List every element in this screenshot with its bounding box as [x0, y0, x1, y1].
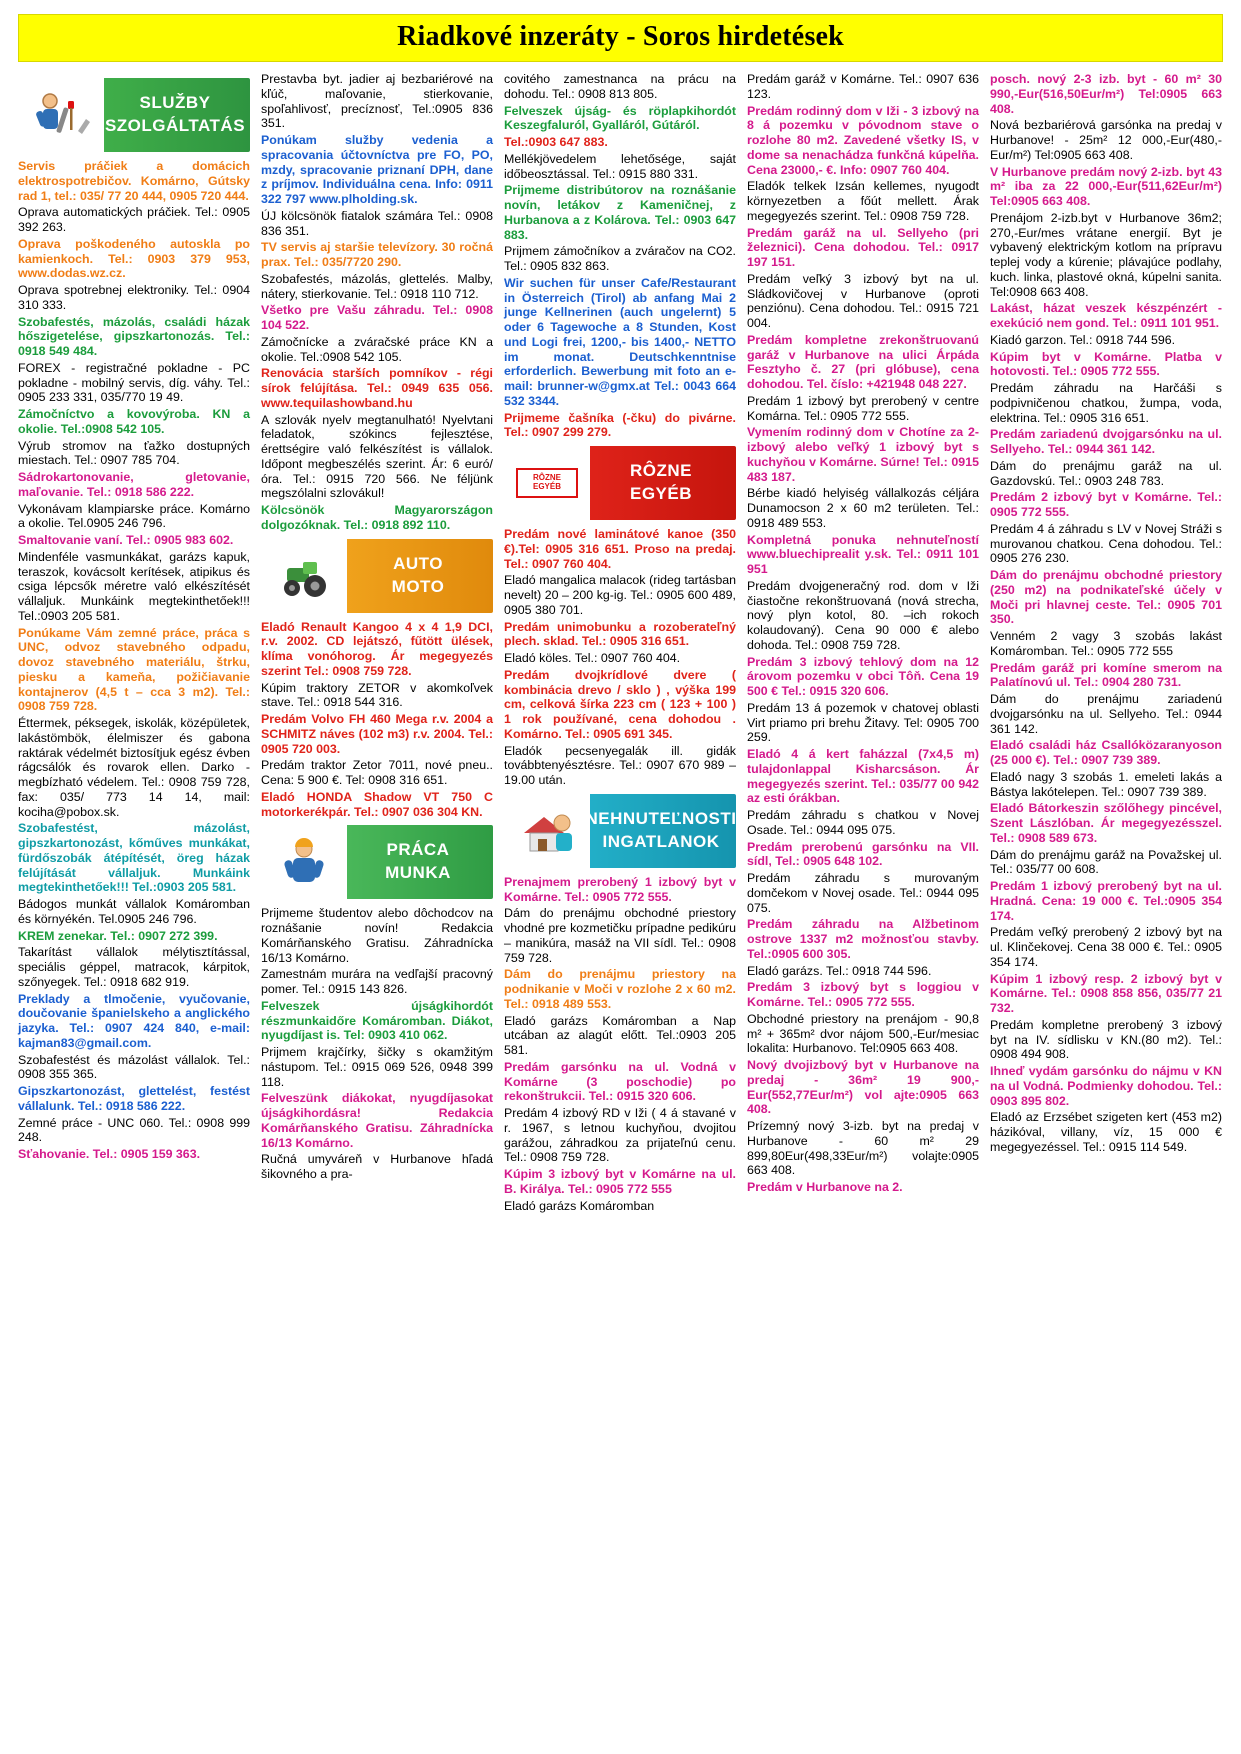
classified-ad: Eladó HONDA Shadow VT 750 C motorkerékpár. Tel.: 0907 036 304 KN.	[261, 789, 493, 819]
classified-ad: Eladó nagy 3 szobás 1. emeleti lakás a Bástya lakótelepen. Tel.: 0907 739 389.	[990, 769, 1222, 799]
section-label-hu: SZOLGÁLTATÁS	[104, 116, 246, 135]
classified-ad: posch. nový 2-3 izb. byt - 60 m² 30 990,-Eur(516,50Eur/m²) Tel:0905 663 408.	[990, 72, 1222, 116]
classified-ad: Preklady a tlmočenie, vyučovanie, doučovanie španielskeho a anglického jazyka. Tel.: 0907 424 840, e-mail: kajman83@gmail.com.	[18, 991, 250, 1050]
classified-ad: Mellékjövedelem lehetősége, saját időbeosztással. Tel.: 0915 880 331.	[504, 151, 736, 181]
classified-ad: Kiadó garzon. Tel.: 0918 744 596.	[990, 332, 1176, 347]
classified-ad: KREM zenekar. Tel.: 0907 272 399.	[18, 928, 218, 943]
classified-ad: Eladó mangalica malacok (rideg tartásban nevelt) 20 – 200 kg-ig. Tel.: 0905 600 489, 0905 380 701.	[504, 573, 736, 617]
classified-ad: Felveszünk diákokat, nyugdíjasokat újságkihordásra! Redakcia Komárňanského Gratisu. Záhradnícka 16/13 Komárno.	[261, 1091, 493, 1150]
classified-ad: Predám 2 izbový byt v Komárne. Tel.: 0905 772 555.	[990, 490, 1222, 519]
classified-ad: Predám prerobenú garsónku na VII. sídl, Tel.: 0905 648 102.	[747, 839, 979, 869]
classified-ad: Wir suchen für unser Cafe/Restaurant in Österreich (Tirol) ab anfang Mai 2 junge Kellnerinen (auch ungelernt) 5 oder 6 Tagewoche a 8 Stunden, Kost und Logi frei, 1200,- bis 1400,- NETTO im monat. Deutschkenntnise erforderlich. Bewerbung mit foto an e-mail: brunner-w@gmx.at Tel.: 0043 664 532 3344.	[504, 275, 736, 408]
ads-list-column-4	[747, 72, 979, 1195]
classified-ad: Prijmem krajčírky, šičky s okamžitým nástupom. Tel.: 0915 069 526, 0948 399 118.	[261, 1045, 493, 1089]
section-label-rozne	[586, 446, 736, 520]
columns-container	[18, 72, 1223, 1215]
classified-ad: Szobafestést, mázolást, gipszkartonozást, kőműves munkákat, fürdőszobák átépítését, öreg házak felújítását vállaljuk. Munkáink megtekinthetőek!!! Tel.:0903 205 581.	[18, 821, 250, 895]
classified-ad: Predám veľký 3 izbový byt na ul. Sládkovičovej v Hurbanove (oproti penziónu). Cena dohodou. Tel.: 0915 721 004.	[747, 271, 979, 330]
handyman-tools-icon	[18, 78, 104, 152]
classified-ad: Eladó garázs Komáromban a Nap utcában az alagút előtt. Tel.:0903 205 581.	[504, 1013, 736, 1057]
classified-ad: Predám 4 á záhradu s LV v Novej Stráži s murovanou chatkou. Cena dohodou. Tel.: 0905 276 230.	[990, 521, 1222, 566]
classified-ad: Eladó 4 á kert faházzal (7x4,5 m) tulajdonlappal Kisharcsáson. Ár megegyezés szerint. Tel.: 035/77 00 942 az esti órákban.	[747, 747, 979, 806]
classified-ad: Predám garáž na ul. Sellyeho (pri železnici). Cena dohodou. Tel.: 0917 197 151.	[747, 225, 979, 269]
classified-ad: Predám traktor Zetor 7011, nové pneu.. Cena: 5 900 €. Tel: 0908 316 651.	[261, 758, 493, 787]
classified-ad: Zámočníctvo a kovovýroba. KN a okolie. Tel.:0908 542 105.	[18, 407, 250, 436]
classified-ad: Dám do prenájmu obchodné priestory vhodné pre kozmetičku prípadne pedikúru – manikúra, masáž na VII sídl. Tel.: 0908 759 728.	[504, 906, 736, 965]
classified-ad: Kúpim byt v Komárne. Platba v hotovosti. Tel.: 0905 772 555.	[990, 349, 1222, 379]
column-3	[504, 72, 736, 1215]
classified-ad: Predám Volvo FH 460 Mega r.v. 2004 a SCHMITZ náves (102 m3) r.v. 2004. Tel.: 0905 720 003.	[261, 712, 493, 756]
classified-ad: Renovácia starších pomníkov - régi sírok felújítása. Tel.: 0949 635 056. www.tequilashowband.hu	[261, 366, 493, 410]
classified-ad: Bérbe kiadó helyiség vállalkozás céljára Dunamocson 2 x 60 m2 területen. Tel.: 0918 489 553.	[747, 486, 979, 530]
section-header-sluzby	[18, 78, 250, 152]
section-label-praca	[343, 825, 493, 899]
classified-ad: Eladók pecsenyegalák ill. gidák továbbtenyésztésre. Tel.: 0907 670 989 – 19.00 után.	[504, 743, 736, 787]
classified-ad: FOREX - registračné pokladne - PC pokladne - mobilný servis, díg. váhy. Tel.: 0905 233 331, 035/770 19 49.	[18, 360, 250, 405]
classified-ad: Smaltovanie vaní. Tel.: 0905 983 602.	[18, 533, 234, 547]
classified-ad: Predám dvojkrídlové dvere ( kombinácia drevo / sklo ) , výška 199 cm, celková šírka 223 cm ( 123 + 100 ) 1 rok používané, cena dohodou . Komárno. Tel.: 0905 691 345.	[504, 667, 736, 741]
classified-ad: Predám zariadenú dvojgarsónku na ul. Sellyeho. Tel.: 0944 361 142.	[990, 427, 1222, 456]
column-2	[261, 72, 493, 1184]
section-label-sk: RÔZNE	[630, 461, 692, 481]
classified-ad: Eladó Bátorkeszin szőlőhegy pincével, Szent Lászlóban. Ár megegyezésszel. Tel.: 0908 589 673.	[990, 801, 1222, 845]
classified-ad: Eladók telkek Izsán kellemes, nyugodt környezetben a főút mellett. Árak megegyezés szerint. Tel.: 0908 759 728.	[747, 179, 979, 223]
classified-ad: Predám kompletne prerobený 3 izbový byt na IV. sídlisku v KN.(80 m2). Tel.: 0908 494 908.	[990, 1017, 1222, 1062]
classified-ad: V Hurbanove predám nový 2-izb. byt 43 m² iba za 22 000,-Eur(511,62Eur/m²) Tel:0905 663 408.	[990, 164, 1222, 208]
ads-list-column-2	[261, 72, 493, 1182]
classified-ad: Predám záhradu s chatkou v Novej Osade. Tel.: 0944 095 075.	[747, 808, 979, 837]
classified-ad: Predám nové laminátové kanoe (350 €).Tel: 0905 316 651. Proso na predaj. Tel.: 0907 760 404.	[504, 527, 736, 571]
classified-ad: Eladó garázs Komáromban	[504, 1198, 655, 1213]
classified-ad: Ponúkame Vám zemné práce, práca s UNC, odvoz stavebného odpadu, dovoz stavebného materiálu, štrku, piesku a kameňa, požičiavanie kontajnerov (4,5 t – cca 3 m2). Tel.: 0908 759 728.	[18, 625, 250, 714]
classified-ad: Predám unimobunku a rozoberateľný plech. sklad. Tel.: 0905 316 651.	[504, 619, 736, 649]
section-header-nehnutelnosti	[504, 794, 736, 868]
classified-ad: Prenájom 2-izb.byt v Hurbanove 36m2; 270,-Eur/mes vrátane energií. Byt je vybavený elektrickým kotlom na prípravu teplej vody a kúrenie; plávajúce podlahy, kuch. linka, plastové okná, kúpelni sanita. Tel:0908 663 408.	[990, 210, 1222, 299]
classified-ad: Obchodné priestory na prenájom - 90,8 m² + 365m² dvor nájom 500,-Eur/mesiac lokalita: Hurbanovo. Tel:0905 663 408.	[747, 1011, 979, 1056]
classified-ad: Kölcsönök Magyarországon dolgozóknak. Tel.: 0918 892 110.	[261, 503, 493, 532]
classified-ad: Felveszek újságkihordót részmunkaidőre Komáromban. Diákot, nyugdíjast is. Tel: 0903 410 062.	[261, 998, 493, 1043]
classified-ad: Szobafestés, mázolás, családi házak hőszigetelése, gipszkartonozás. Tel.: 0918 549 484.	[18, 314, 250, 358]
classified-ad: Predám garsónku na ul. Vodná v Komárne (3 poschodie) po rekonštrukcii. Tel.: 0915 320 606.	[504, 1059, 736, 1104]
classified-ad: covitého zamestnanca na prácu na dohodu. Tel.: 0908 813 805.	[504, 72, 736, 101]
ads-list-column-3	[504, 72, 736, 1213]
classified-ad: Dám do prenájmu priestory na podnikanie v Moči v rozlohe 2 x 60 m2. Tel.: 0918 489 553.	[504, 967, 736, 1011]
classified-ad: Prestavba byt. jadier aj bezbariérové na kľúč, maľovanie, stierkovanie, spoľahlivosť, precíznosť, Tel.:0905 836 351.	[261, 72, 493, 131]
classified-ad: Zamestnám murára na vedľajší pracovný pomer. Tel.: 0915 143 826.	[261, 967, 493, 996]
classified-ad: Oprava automatických práčiek. Tel.: 0905 392 263.	[18, 205, 250, 234]
classified-ad: Predám rodinný dom v Iži - 3 izbový na 8 á pozemku v póvodnom stave o rozlohe 80 m2. Zavedené všetky IS, v dome sa nenachádza funkčná kúpelňa. Cena 23000,- €. Info: 0907 760 404.	[747, 103, 979, 177]
classified-ad: Dám do prenájmu zariadenú dvojgarsónku na ul. Sellyeho. Tel.: 0944 361 142.	[990, 692, 1222, 736]
classified-ad: Predám v Hurbanove na 2.	[747, 1180, 903, 1194]
classified-ad: Éttermek, péksegek, iskolák, középületek, lakástömbök, élelmiszer és gabona raktárak védelmét biztosítjuk egész évben rágcsálók és rovarok ellen. Darko - megbízható védelem. Tel.: 0908 759 728, fax: 035/ 773 14 14, mail: kociha@pobox.sk.	[18, 716, 250, 819]
classified-ad: Eladó az Erzsébet szigeten kert (453 m2) házikóval, villany, víz, 15 000 € megegyezéssel. Tel.: 0915 114 549.	[990, 1110, 1222, 1154]
column-5	[990, 72, 1222, 1157]
classified-ad: Zemné práce - UNC 060. Tel.: 0908 999 248.	[18, 1115, 250, 1145]
worker-icon	[261, 825, 347, 899]
section-label-sk: AUTO	[393, 553, 443, 573]
classified-ad: Prijmeme čašníka (-čku) do pivárne. Tel.: 0907 299 279.	[504, 410, 736, 440]
section-label-sk: SLUŽBY	[139, 93, 211, 113]
classified-ad: Predám 13 á pozemok v chatovej oblasti Virt priamo pri brehu Žitavy. Tel: 0905 700 259.	[747, 700, 979, 745]
classified-ad: Predám záhradu na Harčáši s podpivničenou chatkou, žumpa, voda, elektrina. Tel.: 0905 316 651.	[990, 381, 1222, 425]
classified-ad: Sťahovanie. Tel.: 0905 159 363.	[18, 1147, 201, 1161]
classified-ad: Kompletná ponuka nehnuteľností www.bluechiprealit y.sk. Tel.: 0911 101 951	[747, 532, 979, 576]
ads-list-column-1	[18, 159, 250, 1162]
classified-ad: Zámočnícke a zváračské práce KN a okolie. Tel.:0908 542 105.	[261, 334, 493, 364]
section-label-hu: MOTO	[391, 576, 445, 596]
column-4	[747, 72, 979, 1197]
classified-ad: Ručná umyváreň v Hurbanove hľadá šikovného a pra-	[261, 1152, 493, 1181]
classified-ad: Prenajmem prerobený 1 izbový byt v Komárne. Tel.: 0905 772 555.	[504, 874, 736, 904]
classified-ad: Nová bezbariérová garsónka na predaj v Hurbanove! - 25m² 12 000,-Eur(480,-Eur/m²) Tel:0905 663 408.	[990, 118, 1222, 162]
classified-ad: Predám 4 izbový RD v Iži ( 4 á stavané v r. 1967, s letnou kuchyňou, dvojitou garážou, záhradkou za prijateľnú cenu. Tel.: 0908 759 728.	[504, 1106, 736, 1165]
classified-ad: Predám veľký prerobený 2 izbový byt na ul. Klinčekovej. Cena 38 000 €. Tel.: 0905 354 174.	[990, 925, 1222, 969]
classified-ad: Eladó Renault Kangoo 4 x 4 1,9 DCI, r.v. 2002. CD lejátszó, fűtött ülések, klíma vonóhorog. Ár megegyezés szerint Tel.: 0908 759 728.	[261, 619, 493, 678]
house-icon	[504, 794, 590, 868]
classified-ad: Prijmeme distribútorov na roznášanie novín, letákov z Kameničnej, z Hurbanova a z Kolárova. Tel.: 0903 647 883.	[504, 183, 736, 242]
classified-ad: Predám záhradu na Alžbetinom ostrove 1337 m2 možnosťou stavby. Tel.:0905 600 305.	[747, 917, 979, 961]
classified-ad: Eladó garázs. Tel.: 0918 744 596.	[747, 963, 932, 978]
classified-ad: Kúpim 1 izbový resp. 2 izbový byt v Komárne. Tel.: 0908 858 856, 035/77 21 732.	[990, 971, 1222, 1015]
section-label-nehnutelnosti	[586, 794, 736, 868]
classified-ad: Nový dvojizbový byt v Hurbanove na predaj - 36m² 19 900,-Eur(552,77Eur/m²) vol ajte:0905 663 408.	[747, 1058, 979, 1117]
classified-ad: Predám dvojgeneračný rod. dom v Iži čiastočne rekonštruovaná (nová strecha, nový plyn kotol, 80. –ich rokoch kolaudovaný). Cena 90 000 € alebo dohoda. Tel.: 0908 759 728.	[747, 578, 979, 652]
classified-ad: Sádrokartonovanie, gletovanie, maľovanie. Tel.: 0918 586 222.	[18, 470, 250, 499]
classified-ad: Predám 3 izbový byt s loggiou v Komárne. Tel.: 0905 772 555.	[747, 980, 979, 1009]
rozne-badge: RÔZNE EGYÉB	[516, 468, 578, 498]
classified-ad: Prízemný nový 3-izb. byt na predaj v Hurbanove - 60 m² 29 899,80Eur(498,33Eur/m²) volajte:0905 663 408.	[747, 1119, 979, 1178]
classified-ad: Výrub stromov na ťažko dostupných miestach. Tel.: 0907 785 704.	[18, 438, 250, 468]
classified-ad: Mindenféle vasmunkákat, garázs kapuk, teraszok, kovácsolt kerítések, atipikus és csiga lépcsők méretre való elkészítését vállaljuk. Munkáink megtekinthetőek!!! Tel.:0903 205 581.	[18, 549, 250, 623]
classified-ad: Kúpim traktory ZETOR v akomkoľvek stave. Tel.: 0918 544 316.	[261, 680, 493, 710]
classified-ad: ÚJ kölcsönök fiatalok számára Tel.: 0908 836 351.	[261, 208, 493, 238]
classified-ad: Predám 3 izbový tehlový dom na 12 árovom pozemku v obci Tôň. Cena 19 500 € Tel.: 0915 320 606.	[747, 654, 979, 698]
classified-ad: Predám garáž v Komárne. Tel.: 0907 636 123.	[747, 72, 979, 101]
classified-ad: Prijmem zámočníkov a zváračov na CO2. Tel.: 0905 832 863.	[504, 244, 736, 273]
classified-ad: Dám do prenájmu obchodné priestory (250 m2) na podnikateľské účely v Moči pri hlavnej ceste. Tel.: 0905 701 350.	[990, 568, 1222, 627]
section-label-auto	[343, 539, 493, 613]
masthead	[18, 14, 1223, 62]
classified-ad: Eladó köles. Tel.: 0907 760 404.	[504, 651, 681, 665]
page-title: Riadkové inzeráty - Soros hirdetések	[397, 21, 844, 52]
section-label-hu: INGATLANOK	[602, 831, 720, 851]
classified-ad: Servis práčiek a domácich elektrospotrebičov. Komárno, Gútsky rad 1, tel.: 035/ 77 20 444, 0905 720 444.	[18, 159, 250, 203]
section-header-praca	[261, 825, 493, 899]
section-header-rozne	[504, 446, 736, 520]
section-label-sk: PRÁCA	[386, 840, 450, 860]
section-label-hu: MUNKA	[385, 863, 451, 883]
classified-ad: Predám záhradu s murovaným domčekom v Novej osade. Tel.: 0944 095 075.	[747, 871, 979, 915]
classified-ad: Felveszek újság- és röplapkihordót Keszegfaluról, Gyalláról, Gútáról.	[504, 103, 736, 133]
classified-ad: Predám garáž pri komíne smerom na Palatínovú ul. Tel.: 0904 280 731.	[990, 660, 1222, 690]
tractor-icon	[261, 539, 347, 613]
classified-ad: Eladó családi ház Csallóközaranyoson (25 000 €). Tel.: 0907 739 389.	[990, 738, 1222, 767]
classified-ad: Predám 1 izbový byt prerobený v centre Komárna. Tel.: 0905 772 555.	[747, 393, 979, 423]
misc-box-icon	[504, 446, 590, 520]
classified-ad: Oprava poškodeného autoskla po kamienkoch. Tel.: 0903 379 953, www.dodas.wz.cz.	[18, 236, 250, 281]
classified-ad: Dám do prenájmu garáž na Považskej ul. Tel.: 035/77 00 608.	[990, 847, 1222, 877]
classified-ad: Ihneď vydám garsónku do nájmu v KN na ul Vodná. Podmienky dohodou. Tel.: 0903 895 802.	[990, 1064, 1222, 1108]
classified-ad: Prijmeme študentov alebo dôchodcov na roznášanie novín! Redakcia Komárňanského Gratisu. Záhradnícka 16/13 Komárno.	[261, 906, 493, 965]
column-1	[18, 72, 250, 1164]
classified-ad: Szobafestést és mázolást vállalok. Tel.: 0908 355 365.	[18, 1052, 250, 1082]
classified-ad: A szlovák nyelv megtanulható! Nyelvtani feladatok, szókincs fejlesztése, érettségire való felkészítést is vállalok. Időpont megbeszélés szerint. Ár: 6 euró/óra. Tel.: 0915 720 566. Ne féljünk megszólalni szlovákul!	[261, 412, 493, 501]
classified-ad: Všetko pre Vašu záhradu. Tel.: 0908 104 522.	[261, 303, 493, 332]
classified-ad: TV servis aj staršie televízory. 30 ročná prax. Tel.: 035/7720 290.	[261, 240, 493, 269]
classified-ad: Venném 2 vagy 3 szobás lakást Komáromban. Tel.: 0905 772 555	[990, 629, 1222, 658]
classified-ad: Dám do prenájmu garáž na ul. Gazdovskú. Tel.: 0903 248 783.	[990, 458, 1222, 488]
classified-ad: Ponúkam služby vedenia a spracovania účtovníctva pre FO, PO, mzdy, spracovanie priznaní DPH, dane z príjmov. Individuálna cena. Info: 0911 322 797 www.plholding.sk.	[261, 133, 493, 206]
section-header-auto	[261, 539, 493, 613]
classified-ad: Takarítást vállalok mélytisztítással, speciális géppel, matracok, kárpitok, szőnyegek. Tel.: 0918 682 919.	[18, 945, 250, 989]
classified-ad: Vykonávam klampiarske práce. Komárno a okolie. Tel.0905 246 796.	[18, 501, 250, 531]
ads-list-column-5	[990, 72, 1222, 1155]
classified-ad: Kúpim 3 izbový byt v Komárne na ul. B. Királya. Tel.: 0905 772 555	[504, 1167, 736, 1196]
classified-ad: Bádogos munkát vállalok Komáromban és környékén. Tel.0905 246 796.	[18, 897, 250, 926]
classified-ad: Tel.:0903 647 883.	[504, 135, 608, 149]
classified-ad: Predám kompletne zrekonštruovanú garáž v Hurbanove na ulici Árpáda Fesztyho č. 27 (pri glóbuse), cena dohodou. Tel. číslo: +421948 048 227.	[747, 332, 979, 391]
classified-ad: Oprava spotrebnej elektroniky. Tel.: 0904 310 333.	[18, 283, 250, 312]
classified-ad: Gipszkartonozást, glettelést, festést vállalunk. Tel.: 0918 586 222.	[18, 1084, 250, 1113]
classified-ad: Lakást, házat veszek készpénzért - exekúció nem gond. Tel.: 0911 101 951.	[990, 301, 1222, 330]
classified-ad: Predám 1 izbový prerobený byt na ul. Hradná. Cena: 19 000 €. Tel.:0905 354 174.	[990, 879, 1222, 923]
section-label-sluzby	[100, 78, 250, 152]
section-label-hu: EGYÉB	[629, 484, 693, 503]
section-label-sk: NEHNUTEĽNOSTI	[585, 808, 736, 828]
classified-ad: Szobafestés, mázolás, glettelés. Malby, nátery, stierkovanie. Tel.: 0918 110 712.	[261, 271, 493, 301]
classified-ad: Vymením rodinný dom v Chotíne za 2-izbový alebo veľký 1 izbový byt s kuchyňou v Komárne. Súrne! Tel.: 0915 483 187.	[747, 425, 979, 484]
